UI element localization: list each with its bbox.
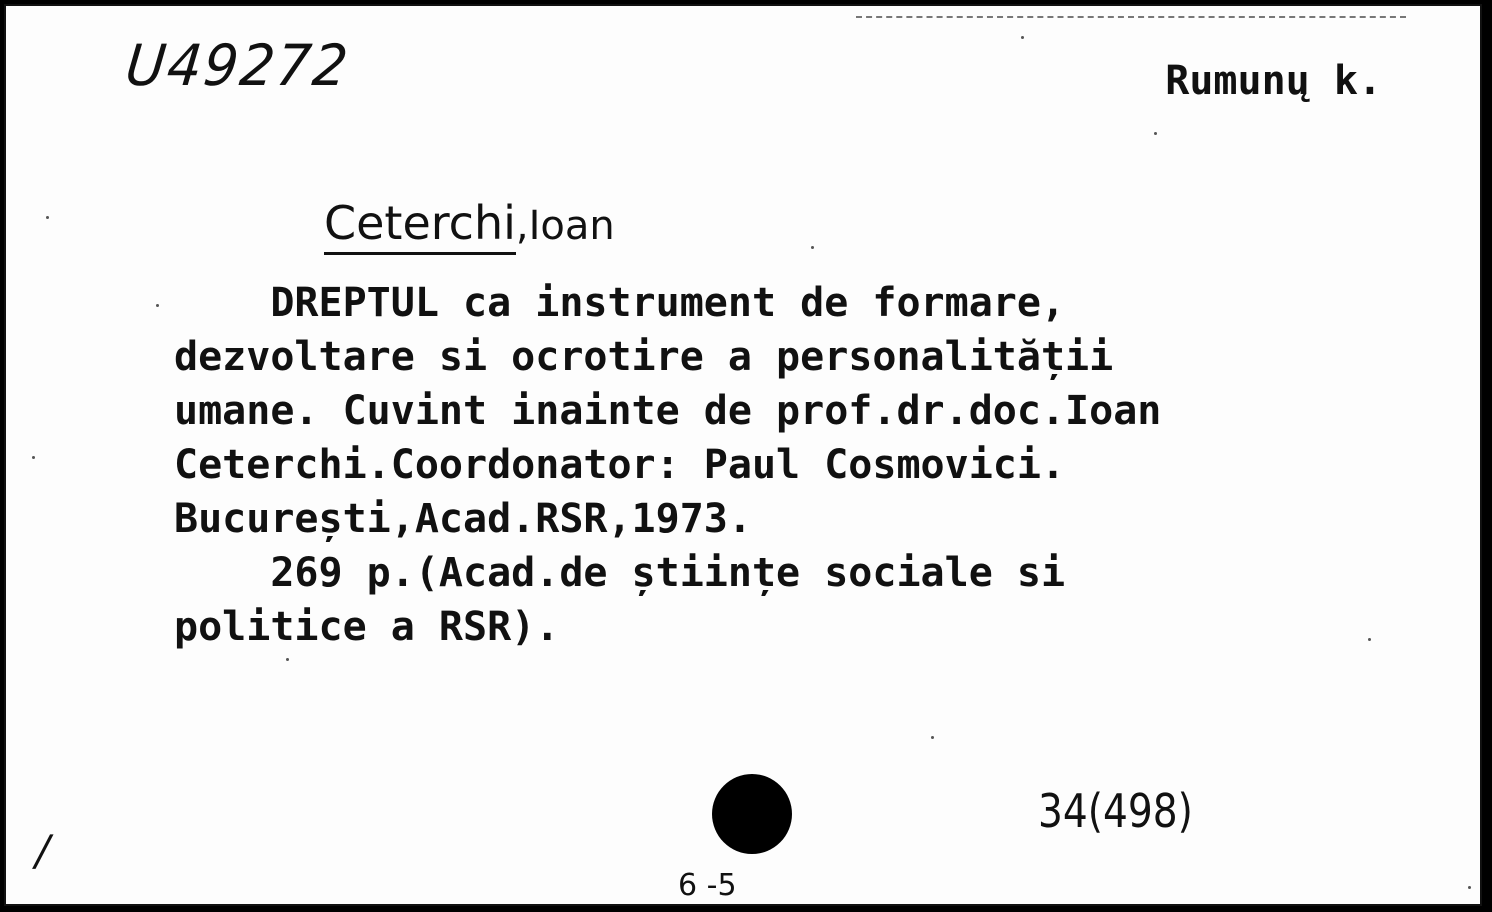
dust-speck	[286, 658, 289, 661]
description-line: DREPTUL ca instrument de formare,	[174, 280, 1066, 326]
dust-speck	[1154, 132, 1157, 135]
margin-mark: /	[30, 826, 56, 875]
description-line: umane. Cuvint inainte de prof.dr.doc.Ioan	[174, 388, 1162, 434]
dust-speck	[32, 456, 35, 459]
classification-number: 34(498)	[1038, 784, 1193, 838]
dust-speck	[156, 304, 159, 307]
author-separator: ,	[515, 203, 529, 249]
section-label: Rumunų k.	[1165, 58, 1382, 104]
description-line: 269 p.(Acad.de științe sociale si	[174, 550, 1066, 596]
author-heading	[324, 196, 615, 255]
dust-speck	[1368, 638, 1371, 641]
dust-speck	[1021, 36, 1024, 39]
dust-speck	[46, 216, 49, 219]
description-line: politice a RSR).	[174, 604, 560, 650]
card-edge-line	[856, 16, 1406, 18]
dust-speck	[811, 246, 814, 249]
dust-speck	[931, 736, 934, 739]
bibliographic-description	[174, 276, 1161, 654]
author-given-name: Ioan	[528, 203, 615, 249]
catalog-card	[4, 4, 1482, 906]
shelf-mark: 6 -5	[678, 868, 737, 903]
punch-hole	[712, 774, 792, 854]
description-line: Ceterchi.Coordonator: Paul Cosmovici.	[174, 442, 1066, 488]
dust-speck	[1468, 886, 1471, 889]
description-line: București,Acad.RSR,1973.	[174, 496, 752, 542]
call-number: U49272	[122, 32, 353, 99]
author-surname: Ceterchi	[324, 196, 516, 255]
description-line: dezvoltare si ocrotire a personalității	[174, 334, 1114, 380]
